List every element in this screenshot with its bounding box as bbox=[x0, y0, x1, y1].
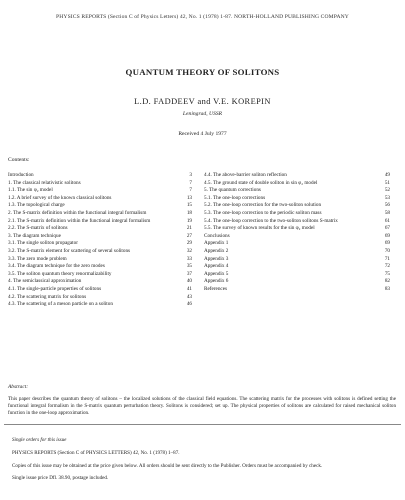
order-issue-line: PHYSICS REPORTS (Section C of PHYSICS LETTERS) 42, No. 1 (1978) 1–87. bbox=[12, 449, 180, 456]
toc-entry bbox=[8, 210, 192, 218]
toc-entry bbox=[8, 240, 192, 248]
toc-entry-title: Conclusions bbox=[204, 232, 230, 239]
toc-entry bbox=[204, 187, 390, 195]
toc-entry-title: Appendix 5 bbox=[204, 270, 229, 277]
toc-entry-page: 7 bbox=[189, 179, 192, 186]
toc-entry-title: Appendix 2 bbox=[204, 247, 229, 254]
toc-entry bbox=[8, 187, 192, 195]
toc-entry-page: 51 bbox=[384, 179, 390, 186]
toc-entry-title: 3.3. The zero mode problem bbox=[8, 255, 67, 262]
toc-entry-title: 3.4. The diagram technique for the zero modes bbox=[8, 263, 105, 270]
toc-entry bbox=[8, 233, 192, 241]
toc-entry-title: 5.2. The one-loop correction for the two-soliton solution bbox=[204, 202, 322, 209]
toc-entry-page: 3 bbox=[189, 172, 192, 178]
toc-entry-page: 33 bbox=[186, 255, 192, 262]
toc-entry-title: Appendix 4 bbox=[204, 263, 229, 270]
toc-entry-title: Introduction bbox=[8, 172, 34, 178]
paper-authors: L.D. FADDEEV and V.E. KOREPIN bbox=[134, 97, 271, 106]
toc-entry-title: Appendix 1 bbox=[204, 240, 229, 247]
toc-entry-title: 3. The diagram technique bbox=[8, 232, 61, 239]
toc-entry bbox=[204, 225, 390, 233]
toc-entry bbox=[8, 202, 192, 210]
toc-entry bbox=[8, 225, 192, 233]
toc-entry-page: 29 bbox=[186, 240, 192, 247]
toc-entry-page: 52 bbox=[384, 187, 390, 194]
toc-entry-page: 71 bbox=[384, 255, 390, 262]
toc-entry bbox=[204, 180, 390, 188]
toc-entry-page: 40 bbox=[186, 278, 192, 285]
toc-entry bbox=[8, 294, 192, 302]
toc-entry-page: 82 bbox=[384, 278, 390, 285]
paper-affiliation: Leningrad, USSR bbox=[182, 111, 223, 117]
toc-entry-title: 2.2. The S-matrix of solitons bbox=[8, 225, 68, 232]
toc-entry-page: 56 bbox=[384, 202, 390, 209]
toc-entry bbox=[8, 248, 192, 256]
order-heading: Single orders for this issue bbox=[12, 437, 67, 443]
toc-entry bbox=[8, 286, 192, 294]
toc-entry-title: 3.2. The S-matrix element for scattering of several solitons bbox=[8, 247, 131, 254]
toc-left-column bbox=[8, 172, 192, 309]
toc-entry-page: 58 bbox=[384, 209, 390, 216]
toc-entry bbox=[204, 240, 390, 248]
toc-entry-title: 2. The S-matrix definition within the functional integral formalism bbox=[8, 209, 147, 216]
toc-entry-page: 83 bbox=[384, 285, 390, 292]
toc-entry bbox=[204, 172, 390, 180]
toc-entry-page: 32 bbox=[186, 247, 192, 254]
toc-entry-page: 35 bbox=[186, 263, 192, 270]
toc-entry bbox=[8, 271, 192, 279]
toc-entry-title: 4.2. The scattering matrix for solitons bbox=[8, 293, 87, 300]
toc-entry-title: References bbox=[204, 285, 228, 292]
toc-entry-title: 4.5. The ground state of double soliton in sin φ₂ model bbox=[204, 179, 318, 186]
toc-entry-title: 2.1. The S-matrix definition within the functional integral formalism bbox=[8, 217, 151, 224]
toc-entry-title: 1.2. A brief survey of the known classical solitons bbox=[8, 194, 112, 201]
toc-entry-page: 61 bbox=[384, 217, 390, 224]
toc-entry-page: 18 bbox=[186, 209, 192, 216]
abstract-heading: Abstract: bbox=[8, 384, 29, 390]
toc-entry-page: 41 bbox=[186, 285, 192, 292]
toc-entry-page: 15 bbox=[186, 202, 192, 209]
toc-entry-page: 46 bbox=[186, 301, 192, 308]
toc-entry bbox=[8, 263, 192, 271]
paper-title: QUANTUM THEORY OF SOLITONS bbox=[125, 67, 280, 77]
order-instructions: Copies of this issue may be obtained at the price given below. All orders should be sent directly to the Publisher. Orders must be accompanied by check. bbox=[12, 462, 323, 469]
order-price: Single issue price Dfl. 38.90, postage included. bbox=[12, 475, 109, 482]
toc-entry-title: 4.3. The scattering of a meson particle on a soliton bbox=[8, 301, 113, 308]
toc-entry bbox=[8, 195, 192, 203]
toc-entry-page: 75 bbox=[384, 270, 390, 277]
toc-entry-title: 3.5. The soliton quantum theory renormalizability bbox=[8, 270, 112, 277]
toc-entry bbox=[204, 256, 390, 264]
toc-entry-title: 1.1. The sin φ₂ model bbox=[8, 187, 53, 194]
toc-entry-page: 43 bbox=[186, 293, 192, 300]
toc-entry-title: 1. The classical relativistic solitons bbox=[8, 179, 81, 186]
toc-entry bbox=[204, 271, 390, 279]
toc-entry-page: 72 bbox=[384, 263, 390, 270]
toc-entry-title: 5.4. The one-loop correction to the two-soliton solitons S-matrix bbox=[204, 217, 338, 224]
toc-entry-title: 3.1. The single soliton propagator bbox=[8, 240, 78, 247]
toc-entry bbox=[8, 301, 192, 309]
toc-entry-title: 1.3. The topological charge bbox=[8, 202, 65, 209]
toc-entry-page: 7 bbox=[189, 187, 192, 194]
toc-entry bbox=[204, 210, 390, 218]
toc-entry-page: 27 bbox=[186, 232, 192, 239]
toc-entry bbox=[8, 180, 192, 188]
toc-entry-title: Appendix 6 bbox=[204, 278, 229, 285]
toc-entry-title: 4. The semiclassical approximation bbox=[8, 278, 82, 285]
toc-entry bbox=[204, 263, 390, 271]
toc-entry-page: 49 bbox=[384, 172, 390, 178]
toc-entry-page: 19 bbox=[186, 217, 192, 224]
toc-entry bbox=[8, 172, 192, 180]
toc-entry bbox=[204, 248, 390, 256]
toc-entry-page: 13 bbox=[186, 194, 192, 201]
received-date: Received 4 July 1977 bbox=[178, 131, 227, 137]
contents-heading: Contents: bbox=[8, 157, 30, 163]
toc-entry bbox=[204, 278, 390, 286]
abstract-text: This paper describes the quantum theory of solitons – the localized solutions of the classical field equations. The scattering matrix for the processes with solitons is defined setting the functional integral formalism in the S-matrix quantum perturbation theory. Solitons is considered; set up. The physical properties of solitons are calculated for raised mechanical soliton function in the one-loop approximation. bbox=[8, 396, 396, 416]
toc-entry bbox=[204, 202, 390, 210]
toc-entry-title: 5. The quantum corrections bbox=[204, 187, 261, 194]
toc-entry-title: Appendix 3 bbox=[204, 255, 229, 262]
order-info-box bbox=[4, 424, 401, 497]
toc-entry bbox=[204, 233, 390, 241]
toc-entry-title: 4.1. The single-particle properties of solitons bbox=[8, 285, 102, 292]
journal-header: PHYSICS REPORTS (Section C of Physics Letters) 42, No. 1 (1978) 1-87. NORTH-HOLLAND PUBLISHING COMPANY bbox=[56, 14, 349, 20]
toc-entry-page: 67 bbox=[384, 225, 390, 232]
toc-entry bbox=[204, 286, 390, 294]
toc-entry bbox=[8, 278, 192, 286]
toc-entry-page: 37 bbox=[186, 270, 192, 277]
toc-right-column bbox=[204, 172, 390, 294]
toc-entry-page: 70 bbox=[384, 247, 390, 254]
toc-entry-page: 69 bbox=[384, 232, 390, 239]
toc-entry-page: 53 bbox=[384, 194, 390, 201]
toc-entry bbox=[8, 256, 192, 264]
toc-entry-title: 5.3. The one-loop correction to the periodic soliton mass bbox=[204, 209, 322, 216]
toc-entry-title: 5.5. The survey of known results for the sin φ₂ model bbox=[204, 225, 315, 232]
toc-entry-title: 4.4. The above-barrier soliton reflection bbox=[204, 172, 287, 178]
toc-entry-page: 21 bbox=[186, 225, 192, 232]
toc-entry-page: 69 bbox=[384, 240, 390, 247]
toc-entry-title: 5.1. The one-loop corrections bbox=[204, 194, 266, 201]
